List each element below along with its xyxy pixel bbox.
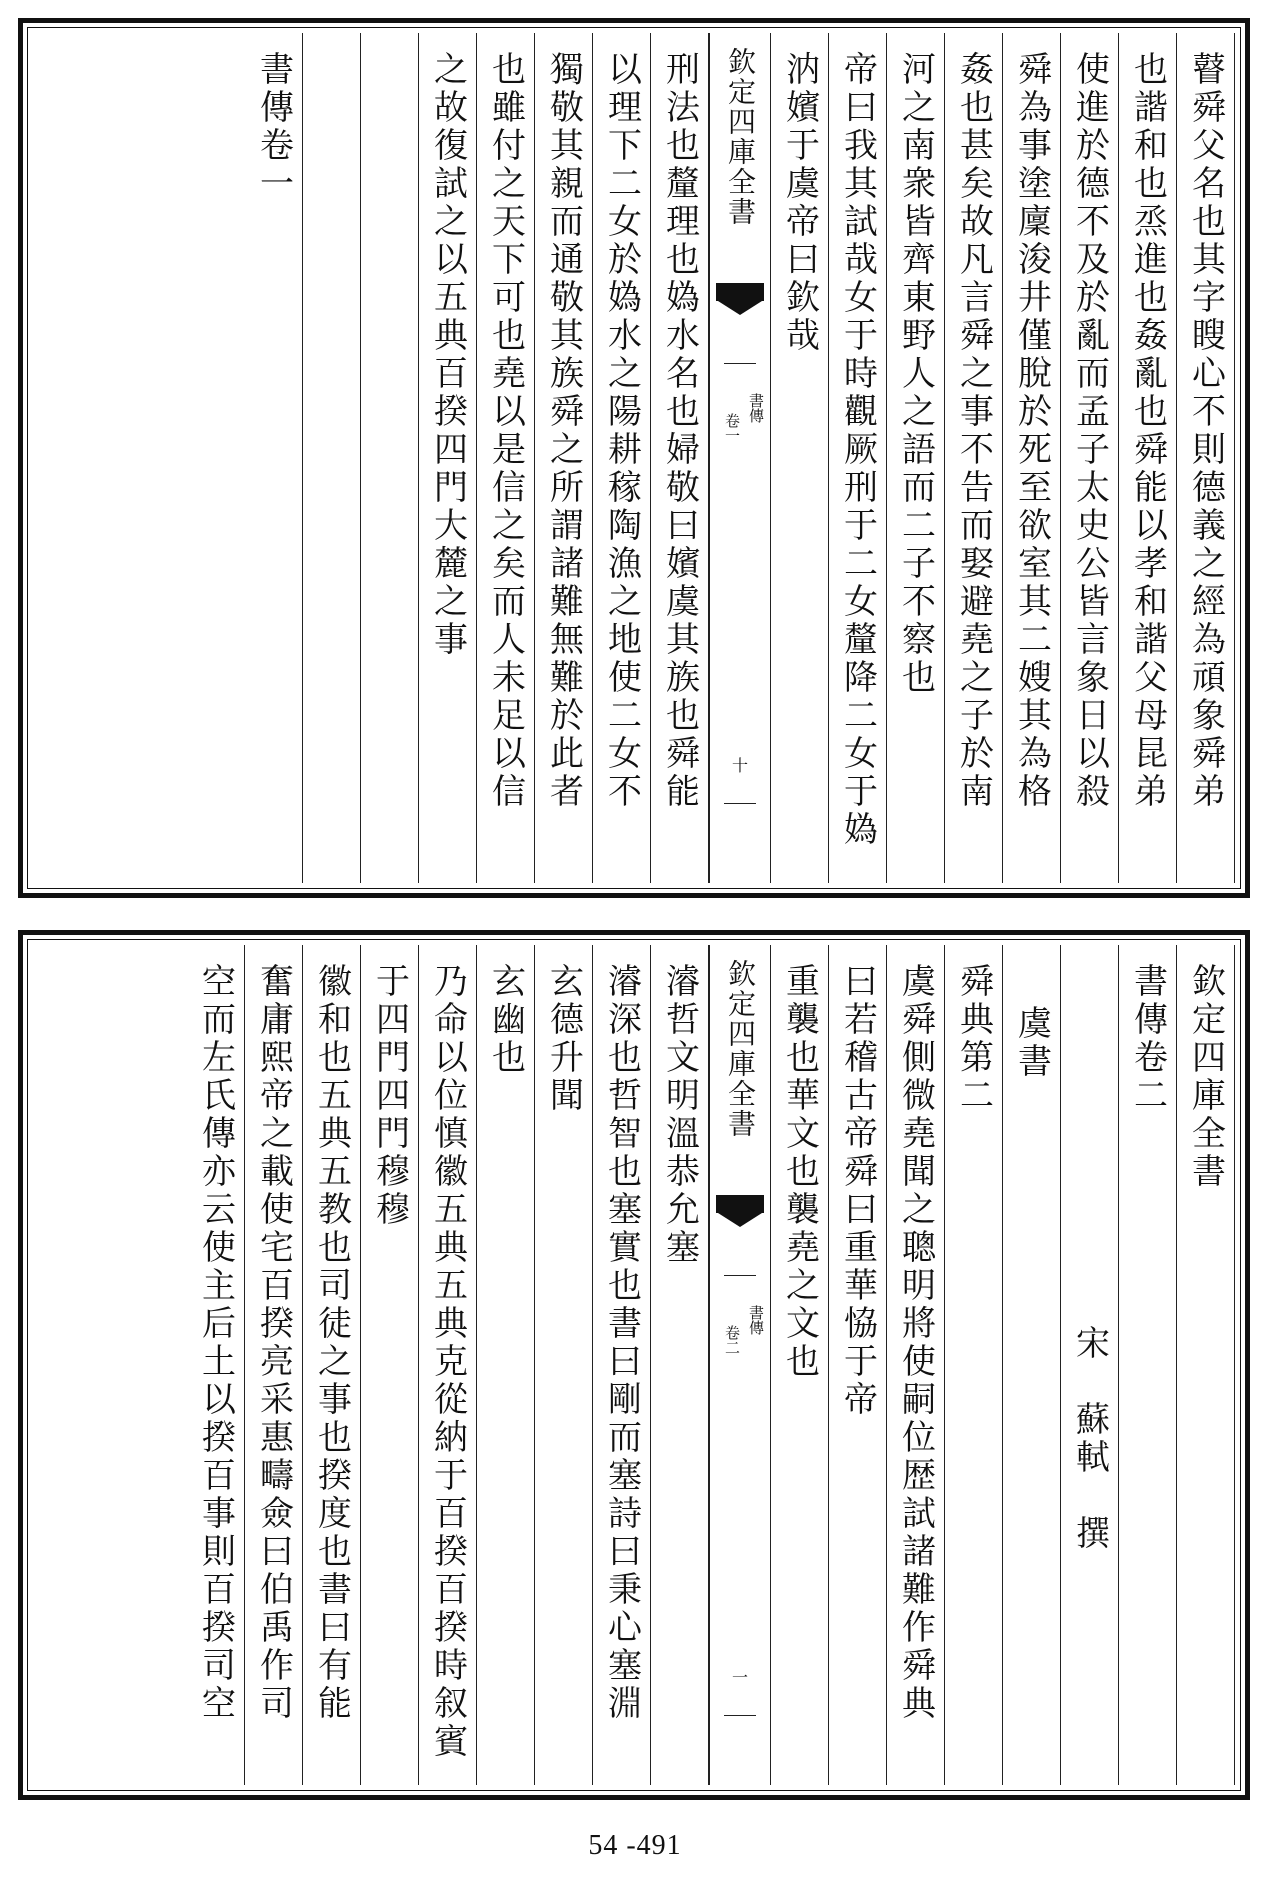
text-column [945,945,1003,1785]
banner-book-title: 書傳 [747,393,765,423]
column-text: 姦也甚矣故凡言舜之事不告而娶避堯之子於南 [953,51,994,811]
banner-rule [724,1275,756,1276]
column-text: 玄幽也 [485,963,526,1077]
column-text: 帝曰我其試哉女于時觀厥刑于二女釐降二女于媯 [837,51,878,849]
text-column [593,945,651,1785]
column-text: 虞書 [1011,1005,1052,1081]
text-column [245,945,303,1785]
column-text: 濬哲文明溫恭允塞 [659,963,700,1267]
column-text: 瞽舜父名也其字瞍心不則德義之經為頑象舜弟 [1185,51,1226,811]
text-column [651,945,709,1785]
column-text: 以理下二女於媯水之陽耕稼陶漁之地使二女不 [601,51,642,811]
column-text: 重襲也華文也襲堯之文也 [779,963,820,1381]
column-text: 也諧和也烝進也姦亂也舜能以孝和諧父母昆弟 [1127,51,1168,811]
column-text: 宋 蘇軾 撰 [1069,1325,1110,1553]
text-column [1119,33,1177,883]
banner-leaf-number: 十 [731,756,749,775]
text-column [593,33,651,883]
column-text: 玄德升聞 [543,963,584,1115]
text-column [361,33,419,883]
text-column [1177,945,1235,1785]
text-column [187,945,245,1785]
text-column [1061,945,1119,1785]
text-column [535,33,593,883]
page-number: 54 -491 [588,1830,682,1861]
column-text: 濬深也哲智也塞實也書曰剛而塞詩曰秉心塞淵 [601,963,642,1723]
column-text: 空而左氏傳亦云使主后土以揆百事則百揆司空 [195,963,236,1723]
bottom-page-frame [18,930,1250,1800]
text-column [419,33,477,883]
fish-tail-mark [716,1195,764,1213]
fish-tail-mark [716,283,764,301]
text-column [361,945,419,1785]
column-text: 奮庸熙帝之載使宅百揆亮采惠疇僉曰伯禹作司 [253,963,294,1723]
column-text: 之故復試之以五典百揆四門大麓之事 [427,51,468,659]
text-column [245,33,303,883]
text-column [829,945,887,1785]
text-column [303,945,361,1785]
text-column [651,33,709,883]
banner-leaf-number: 一 [731,1668,749,1687]
text-column [1003,33,1061,883]
text-column [1119,945,1177,1785]
text-column [477,945,535,1785]
text-column [829,33,887,883]
column-text: 乃命以位慎徽五典五典克從納于百揆百揆時叙賓 [427,963,468,1761]
text-column [771,945,829,1785]
column-text: 獨敬其親而通敬其族舜之所謂諸難無難於此者 [543,51,584,811]
text-column [945,33,1003,883]
text-column [477,33,535,883]
banner-rule [724,803,756,804]
center-banner [709,33,771,883]
column-text: 書傳卷二 [1127,963,1168,1115]
column-text: 河之南衆皆齊東野人之語而二子不察也 [895,51,936,697]
text-column [887,945,945,1785]
column-text: 于四門四門穆穆 [369,963,410,1229]
text-column [1061,33,1119,883]
column-text: 使進於德不及於亂而孟子太史公皆言象日以殺 [1069,51,1110,811]
banner-rule [724,363,756,364]
text-column [303,33,361,883]
column-text: 汭嬪于虞帝曰欽哉 [779,51,820,355]
banner-book-title: 書傳 [747,1305,765,1335]
column-text: 徽和也五典五教也司徒之事也揆度也書曰有能 [311,963,352,1723]
banner-volume: 卷一 [723,413,741,443]
column-text: 舜典第二 [953,963,994,1115]
banner-title: 欽定四庫全書 [724,47,757,227]
column-text: 舜為事塗廩浚井僅脫於死至欲室其二嫂其為格 [1011,51,1052,811]
text-column [535,945,593,1785]
text-column [771,33,829,883]
center-banner [709,945,771,1785]
column-text: 虞舜側微堯聞之聰明將使嗣位歴試諸難作舜典 [895,963,936,1723]
banner-volume: 卷二 [723,1325,741,1355]
column-text: 曰若稽古帝舜曰重華恊于帝 [837,963,878,1419]
column-text: 書傳卷一 [253,51,294,203]
text-column [419,945,477,1785]
column-text: 也雖付之天下可也堯以是信之矣而人未足以信 [485,51,526,811]
top-page-frame [18,18,1250,898]
banner-rule [724,1715,756,1716]
column-text: 刑法也釐理也媯水名也婦敬曰嬪虞其族也舜能 [659,51,700,811]
text-column [887,33,945,883]
text-column [1003,945,1061,1785]
column-text: 欽定四庫全書 [1185,963,1226,1191]
banner-title: 欽定四庫全書 [724,959,757,1139]
text-column [1177,33,1235,883]
